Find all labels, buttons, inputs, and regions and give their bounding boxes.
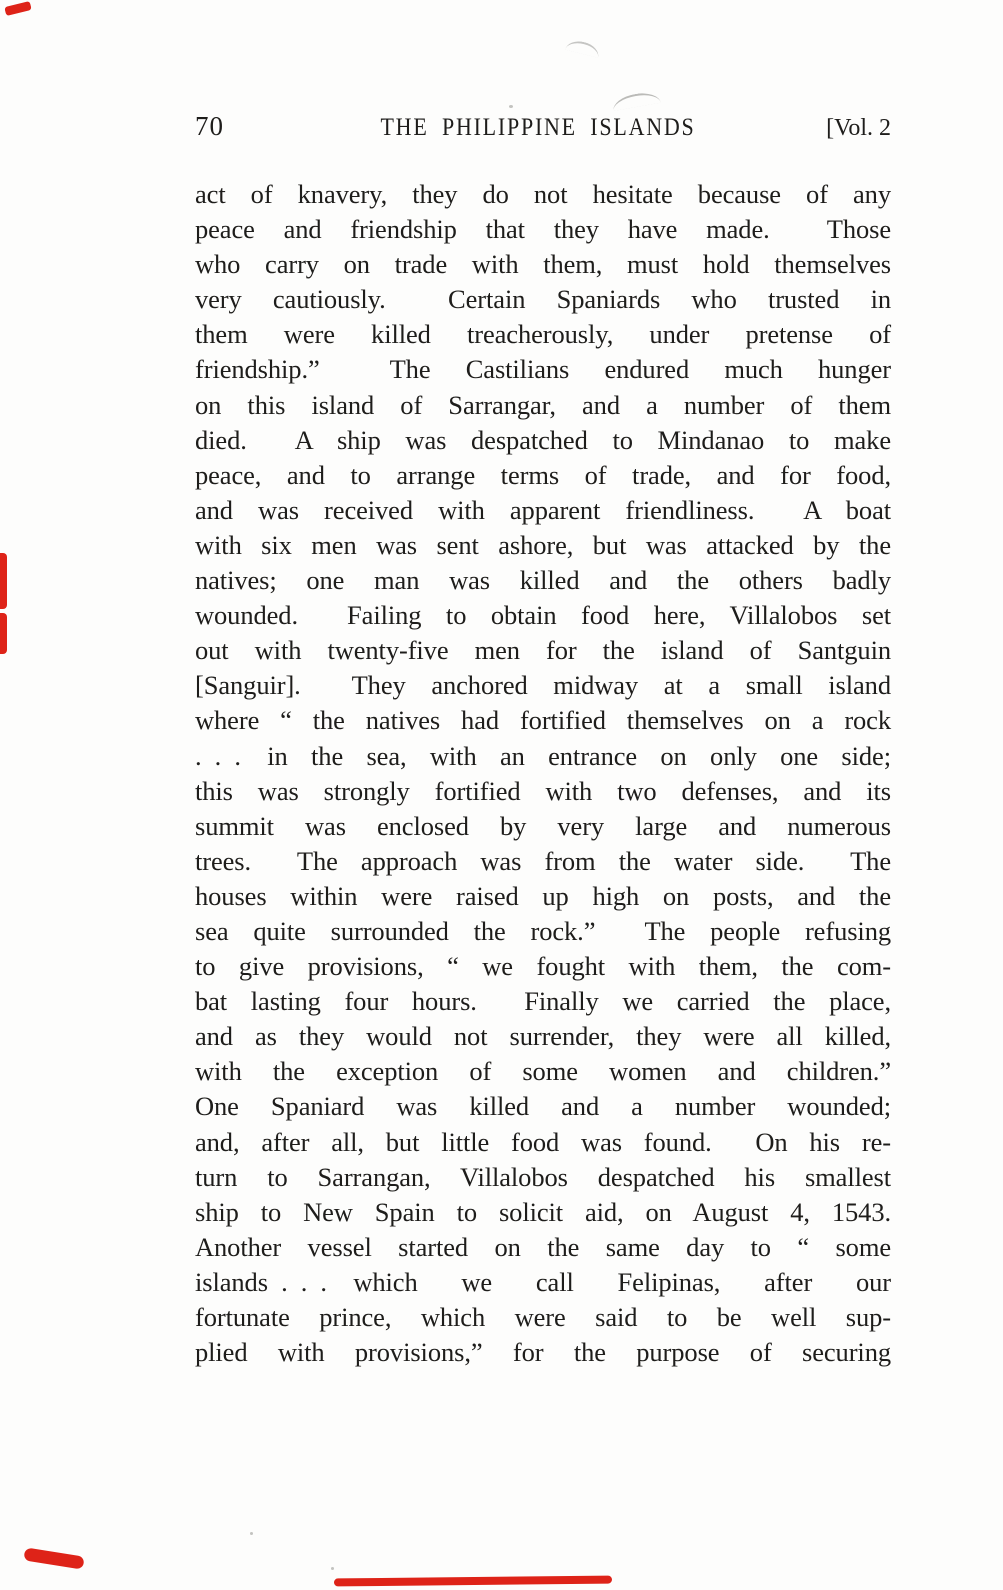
text-line: ship to New Spain to solicit aid, on August 4, 1543. <box>195 1196 891 1227</box>
text-line: and as they would not surrender, they were all killed, <box>195 1021 891 1052</box>
text-line: . . . in the sea, with an entrance on only one side; <box>195 740 891 771</box>
text-line: plied with provisions,” for the purpose of securing <box>195 1337 891 1368</box>
red-scan-mark-bottom-left <box>23 1547 84 1569</box>
text-line: wounded. Failing to obtain food here, Villalobos set <box>195 600 891 631</box>
text-line: very cautiously. Certain Spaniards who trusted in <box>195 284 891 315</box>
text-line: [Sanguir]. They anchored midway at a small island <box>195 670 891 701</box>
scan-smudge <box>565 38 601 58</box>
text-line: died. A ship was despatched to Mindanao to make <box>195 424 891 455</box>
text-line: friendship.” The Castilians endured much hunger <box>195 354 891 385</box>
red-scan-mark-left-edge-lower <box>0 613 7 654</box>
running-header <box>195 111 891 142</box>
text-line: fortunate prince, which were said to be well sup- <box>195 1302 891 1332</box>
text-line: this was strongly fortified with two defenses, and its <box>195 775 891 806</box>
text-line: sea quite surrounded the rock.” The people refusing <box>195 915 891 946</box>
text-line: bat lasting four hours. Finally we carried the place, <box>195 986 891 1017</box>
red-scan-mark-left-edge-upper <box>0 553 7 609</box>
volume-label: [Vol. 2 <box>826 115 891 141</box>
text-line: where “ the natives had fortified themselves on a rock <box>195 705 891 736</box>
red-scan-mark-top-left <box>4 1 31 16</box>
text-line: act of knavery, they do not hesitate because of any <box>195 179 891 209</box>
text-line: Another vessel started on the same day to “ some <box>195 1231 891 1262</box>
text-line: to give provisions, “ we fought with them, the com- <box>195 951 891 982</box>
text-line: and was received with apparent friendliness. A boat <box>195 494 891 525</box>
text-line: trees. The approach was from the water side. The <box>195 845 891 876</box>
scan-smudge <box>611 90 661 111</box>
text-line: turn to Sarrangan, Villalobos despatched his smallest <box>195 1161 891 1192</box>
text-line: with the exception of some women and children.” <box>195 1056 891 1087</box>
text-line: peace, and to arrange terms of trade, and for food, <box>195 459 891 490</box>
text-line: them were killed treacherously, under pretense of <box>195 319 891 350</box>
scan-speck <box>331 1567 334 1570</box>
text-line: summit was enclosed by very large and numerous <box>195 810 891 841</box>
running-title: THE PHILIPPINE ISLANDS <box>380 114 696 141</box>
text-line: islands . . . which we call Felipinas, after our <box>195 1266 891 1297</box>
text-line: with six men was sent ashore, but was attacked by the <box>195 529 891 560</box>
page-body-text <box>195 177 891 1370</box>
text-line: on this island of Sarrangar, and a number of them <box>195 389 891 420</box>
text-line: One Spaniard was killed and a number wounded; <box>195 1091 891 1122</box>
red-scan-mark-bottom-center <box>334 1576 612 1587</box>
text-line: houses within were raised up high on posts, and the <box>195 880 891 911</box>
text-line: who carry on trade with them, must hold themselves <box>195 249 891 280</box>
scan-speck <box>509 105 513 108</box>
text-line: and, after all, but little food was found. On his re- <box>195 1126 891 1157</box>
text-line: peace and friendship that they have made. Those <box>195 214 891 245</box>
page-number: 70 <box>195 111 224 141</box>
text-line: natives; one man was killed and the others badly <box>195 565 891 596</box>
text-line: out with twenty-five men for the island of Santguin <box>195 635 891 666</box>
scan-speck <box>250 1532 253 1535</box>
